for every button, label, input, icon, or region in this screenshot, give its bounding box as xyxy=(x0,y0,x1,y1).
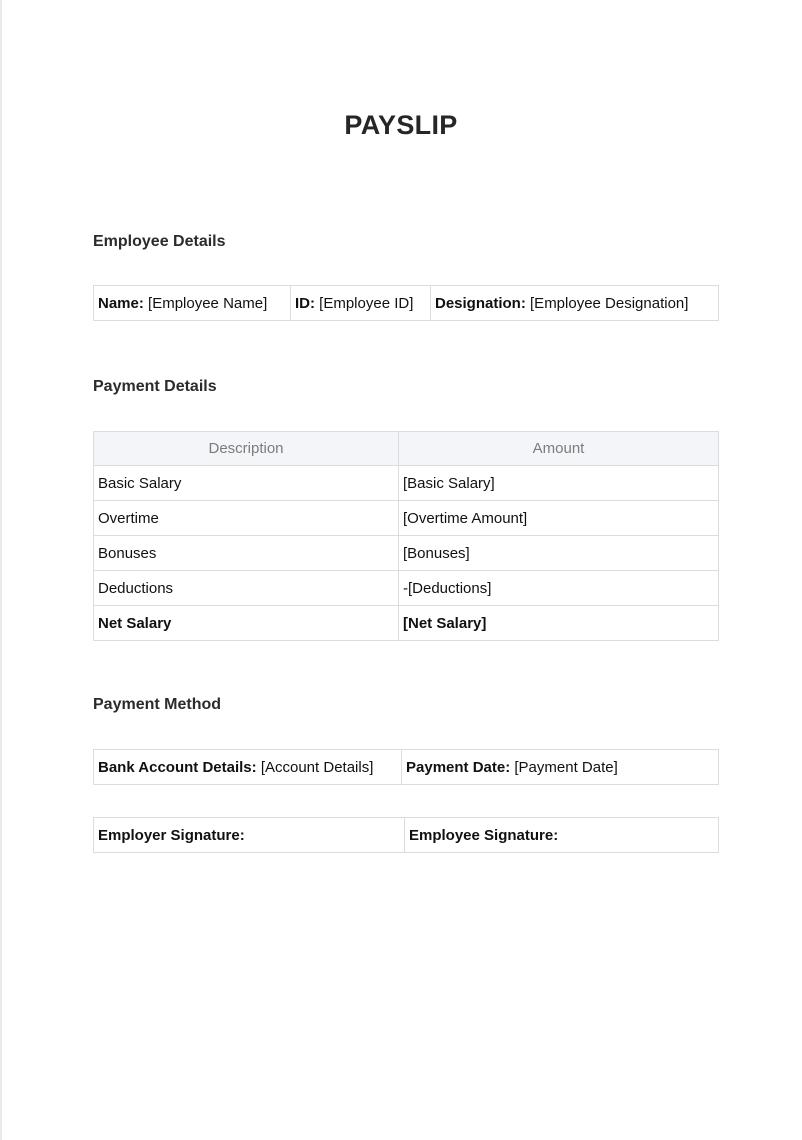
employee-signature-cell xyxy=(405,818,719,853)
bank-account-label: Bank Account Details: xyxy=(98,758,257,776)
employee-designation-value: [Employee Designation] xyxy=(530,294,689,312)
row-description: Bonuses xyxy=(94,536,399,571)
payment-date-cell xyxy=(402,750,719,785)
row-amount: [Basic Salary] xyxy=(399,466,719,501)
table-row xyxy=(94,286,719,321)
payment-date-value: [Payment Date] xyxy=(514,758,618,776)
net-salary-row xyxy=(94,606,719,641)
table-row xyxy=(94,466,719,501)
employee-id-label: ID: xyxy=(295,294,315,312)
payment-date-label: Payment Date: xyxy=(406,758,511,776)
employee-name-label: Name: xyxy=(98,294,144,312)
employee-name-cell xyxy=(94,286,291,321)
employee-id-value: [Employee ID] xyxy=(319,294,414,312)
employee-designation-label: Designation: xyxy=(435,294,526,312)
table-row xyxy=(94,536,719,571)
employee-details-table xyxy=(93,285,719,321)
table-row xyxy=(94,818,719,853)
payment-method-heading: Payment Method xyxy=(93,696,222,713)
column-header-description: Description xyxy=(94,432,399,466)
net-salary-label: Net Salary xyxy=(94,606,399,641)
signatures-table xyxy=(93,817,719,853)
page-title: PAYSLIP xyxy=(344,110,458,140)
employee-id-cell xyxy=(291,286,431,321)
payment-details-heading: Payment Details xyxy=(93,378,217,395)
net-salary-amount: [Net Salary] xyxy=(399,606,719,641)
employee-details-heading: Employee Details xyxy=(93,233,226,250)
row-amount: -[Deductions] xyxy=(399,571,719,606)
employee-signature-label: Employee Signature: xyxy=(409,826,559,844)
payment-method-table xyxy=(93,749,719,785)
table-row xyxy=(94,571,719,606)
table-header-row xyxy=(94,432,719,466)
row-description: Overtime xyxy=(94,501,399,536)
bank-account-cell xyxy=(94,750,402,785)
column-header-amount: Amount xyxy=(399,432,719,466)
employer-signature-cell xyxy=(94,818,405,853)
row-description: Basic Salary xyxy=(94,466,399,501)
table-row xyxy=(94,750,719,785)
row-amount: [Overtime Amount] xyxy=(399,501,719,536)
page-edge xyxy=(0,0,2,1140)
employee-name-value: [Employee Name] xyxy=(148,294,268,312)
payment-details-table xyxy=(93,431,719,641)
row-description: Deductions xyxy=(94,571,399,606)
employee-designation-cell xyxy=(431,286,719,321)
bank-account-value: [Account Details] xyxy=(260,758,374,776)
table-row xyxy=(94,501,719,536)
row-amount: [Bonuses] xyxy=(399,536,719,571)
employer-signature-label: Employer Signature: xyxy=(98,826,245,844)
